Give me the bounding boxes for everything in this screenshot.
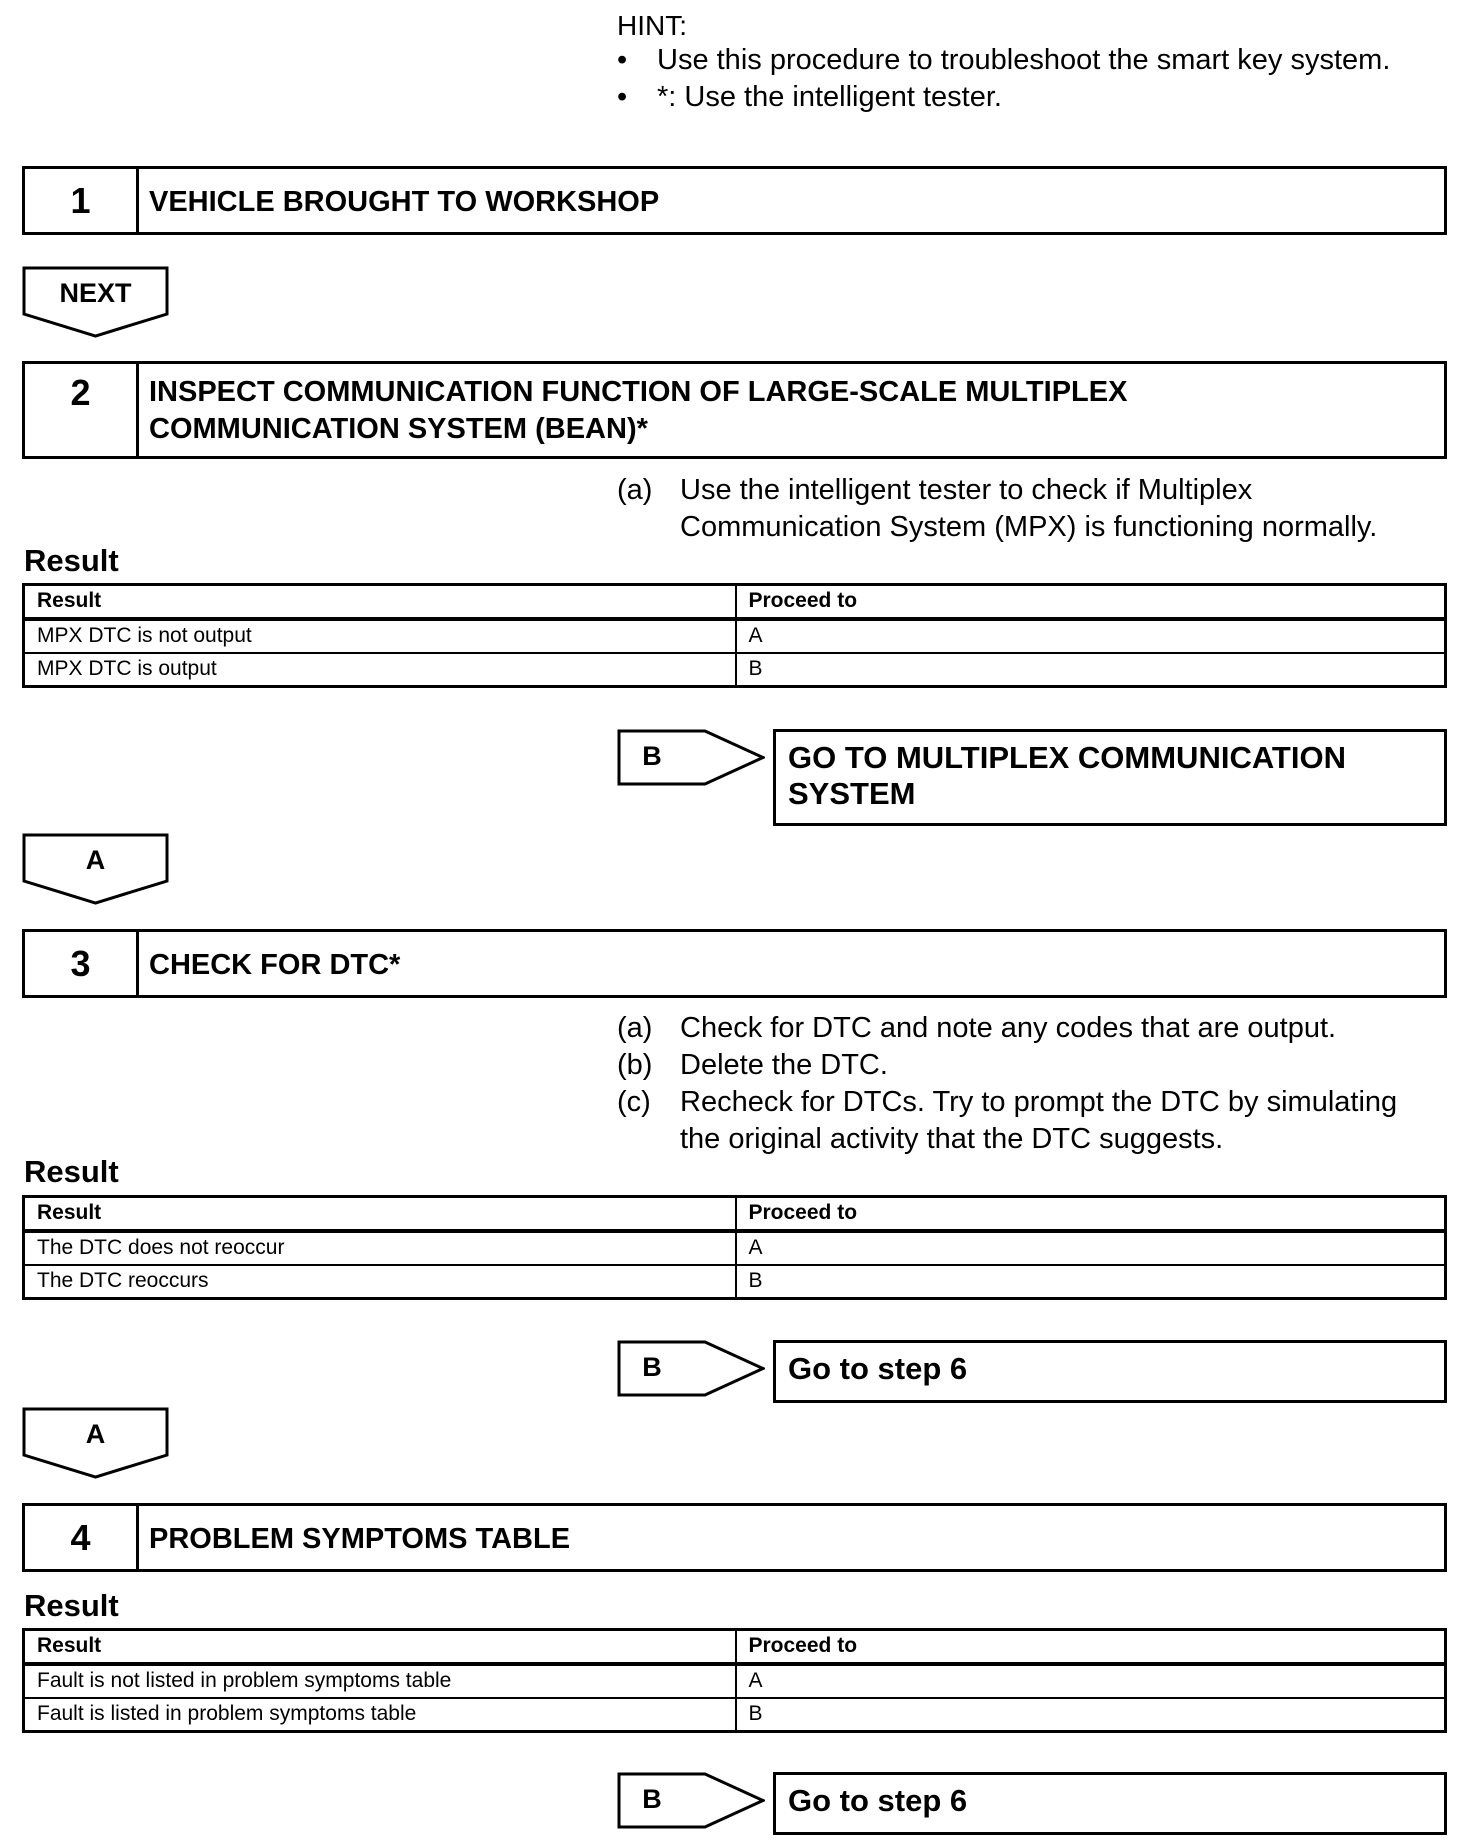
step-4-header — [22, 1503, 1447, 1572]
goto-box: Go to step 6 — [773, 1772, 1447, 1835]
bullet-icon: • — [617, 81, 628, 113]
next-arrow — [22, 266, 169, 338]
goto-box: Go to step 6 — [773, 1340, 1447, 1403]
next-label: A — [85, 1419, 106, 1449]
next-arrow — [22, 1407, 169, 1479]
step-1-header — [22, 166, 1447, 235]
result-heading: Result — [24, 543, 119, 578]
step-number: 3 — [25, 932, 139, 995]
branch-label: B — [642, 741, 662, 771]
step-number: 4 — [25, 1506, 139, 1569]
hint-item: • *: Use the intelligent tester. — [617, 81, 1002, 113]
branch-arrow — [617, 1340, 765, 1397]
step-3-header — [22, 929, 1447, 998]
next-arrow — [22, 833, 169, 905]
branch-label: B — [642, 1352, 662, 1382]
result-table — [22, 583, 1447, 688]
table-row: Fault is not listed in problem symptoms table A — [24, 1664, 1446, 1698]
result-heading: Result — [24, 1588, 119, 1623]
step-title: INSPECT COMMUNICATION FUNCTION OF LARGE-SCALE MULTIPLEX COMMUNICATION SYSTEM (BEAN)* — [149, 376, 1128, 445]
step-title: CHECK FOR DTC* — [149, 949, 401, 981]
goto-box: GO TO MULTIPLEX COMMUNICATION SYSTEM — [773, 729, 1447, 826]
instruction: (a) Check for DTC and note any codes that are output. — [617, 1012, 1337, 1044]
next-label: A — [85, 845, 106, 875]
table-header-row: Result Proceed to — [24, 1197, 1446, 1231]
bullet-icon: • — [617, 44, 628, 76]
step-title: VEHICLE BROUGHT TO WORKSHOP — [149, 186, 660, 218]
step-number: 1 — [25, 169, 139, 232]
instruction: (b) Delete the DTC. — [617, 1049, 888, 1081]
instruction: (c) Recheck for DTCs. Try to prompt the DTC by simulating the original activity that the DTC suggests. — [617, 1086, 1398, 1155]
step-2-header — [22, 361, 1447, 459]
result-heading: Result — [24, 1154, 119, 1189]
step-title: PROBLEM SYMPTOMS TABLE — [149, 1523, 571, 1555]
table-row: MPX DTC is output B — [24, 653, 1446, 687]
table-header-row: Result Proceed to — [24, 585, 1446, 619]
result-table — [22, 1628, 1447, 1733]
branch-arrow — [617, 729, 765, 786]
hint-title: HINT: — [617, 10, 687, 41]
result-table — [22, 1195, 1447, 1300]
table-row: Fault is listed in problem symptoms table B — [24, 1698, 1446, 1732]
instruction: (a) Use the intelligent tester to check if Multiplex Communication System (MPX) is functioning normally. — [617, 474, 1378, 543]
table-row: The DTC reoccurs B — [24, 1265, 1446, 1299]
table-row: The DTC does not reoccur A — [24, 1231, 1446, 1265]
step-number: 2 — [25, 364, 139, 456]
branch-label: B — [642, 1784, 662, 1814]
table-header-row: Result Proceed to — [24, 1630, 1446, 1664]
table-row: MPX DTC is not output A — [24, 619, 1446, 653]
branch-arrow — [617, 1772, 765, 1829]
hint-item: • Use this procedure to troubleshoot the smart key system. — [617, 44, 1391, 76]
next-label: NEXT — [59, 278, 132, 308]
